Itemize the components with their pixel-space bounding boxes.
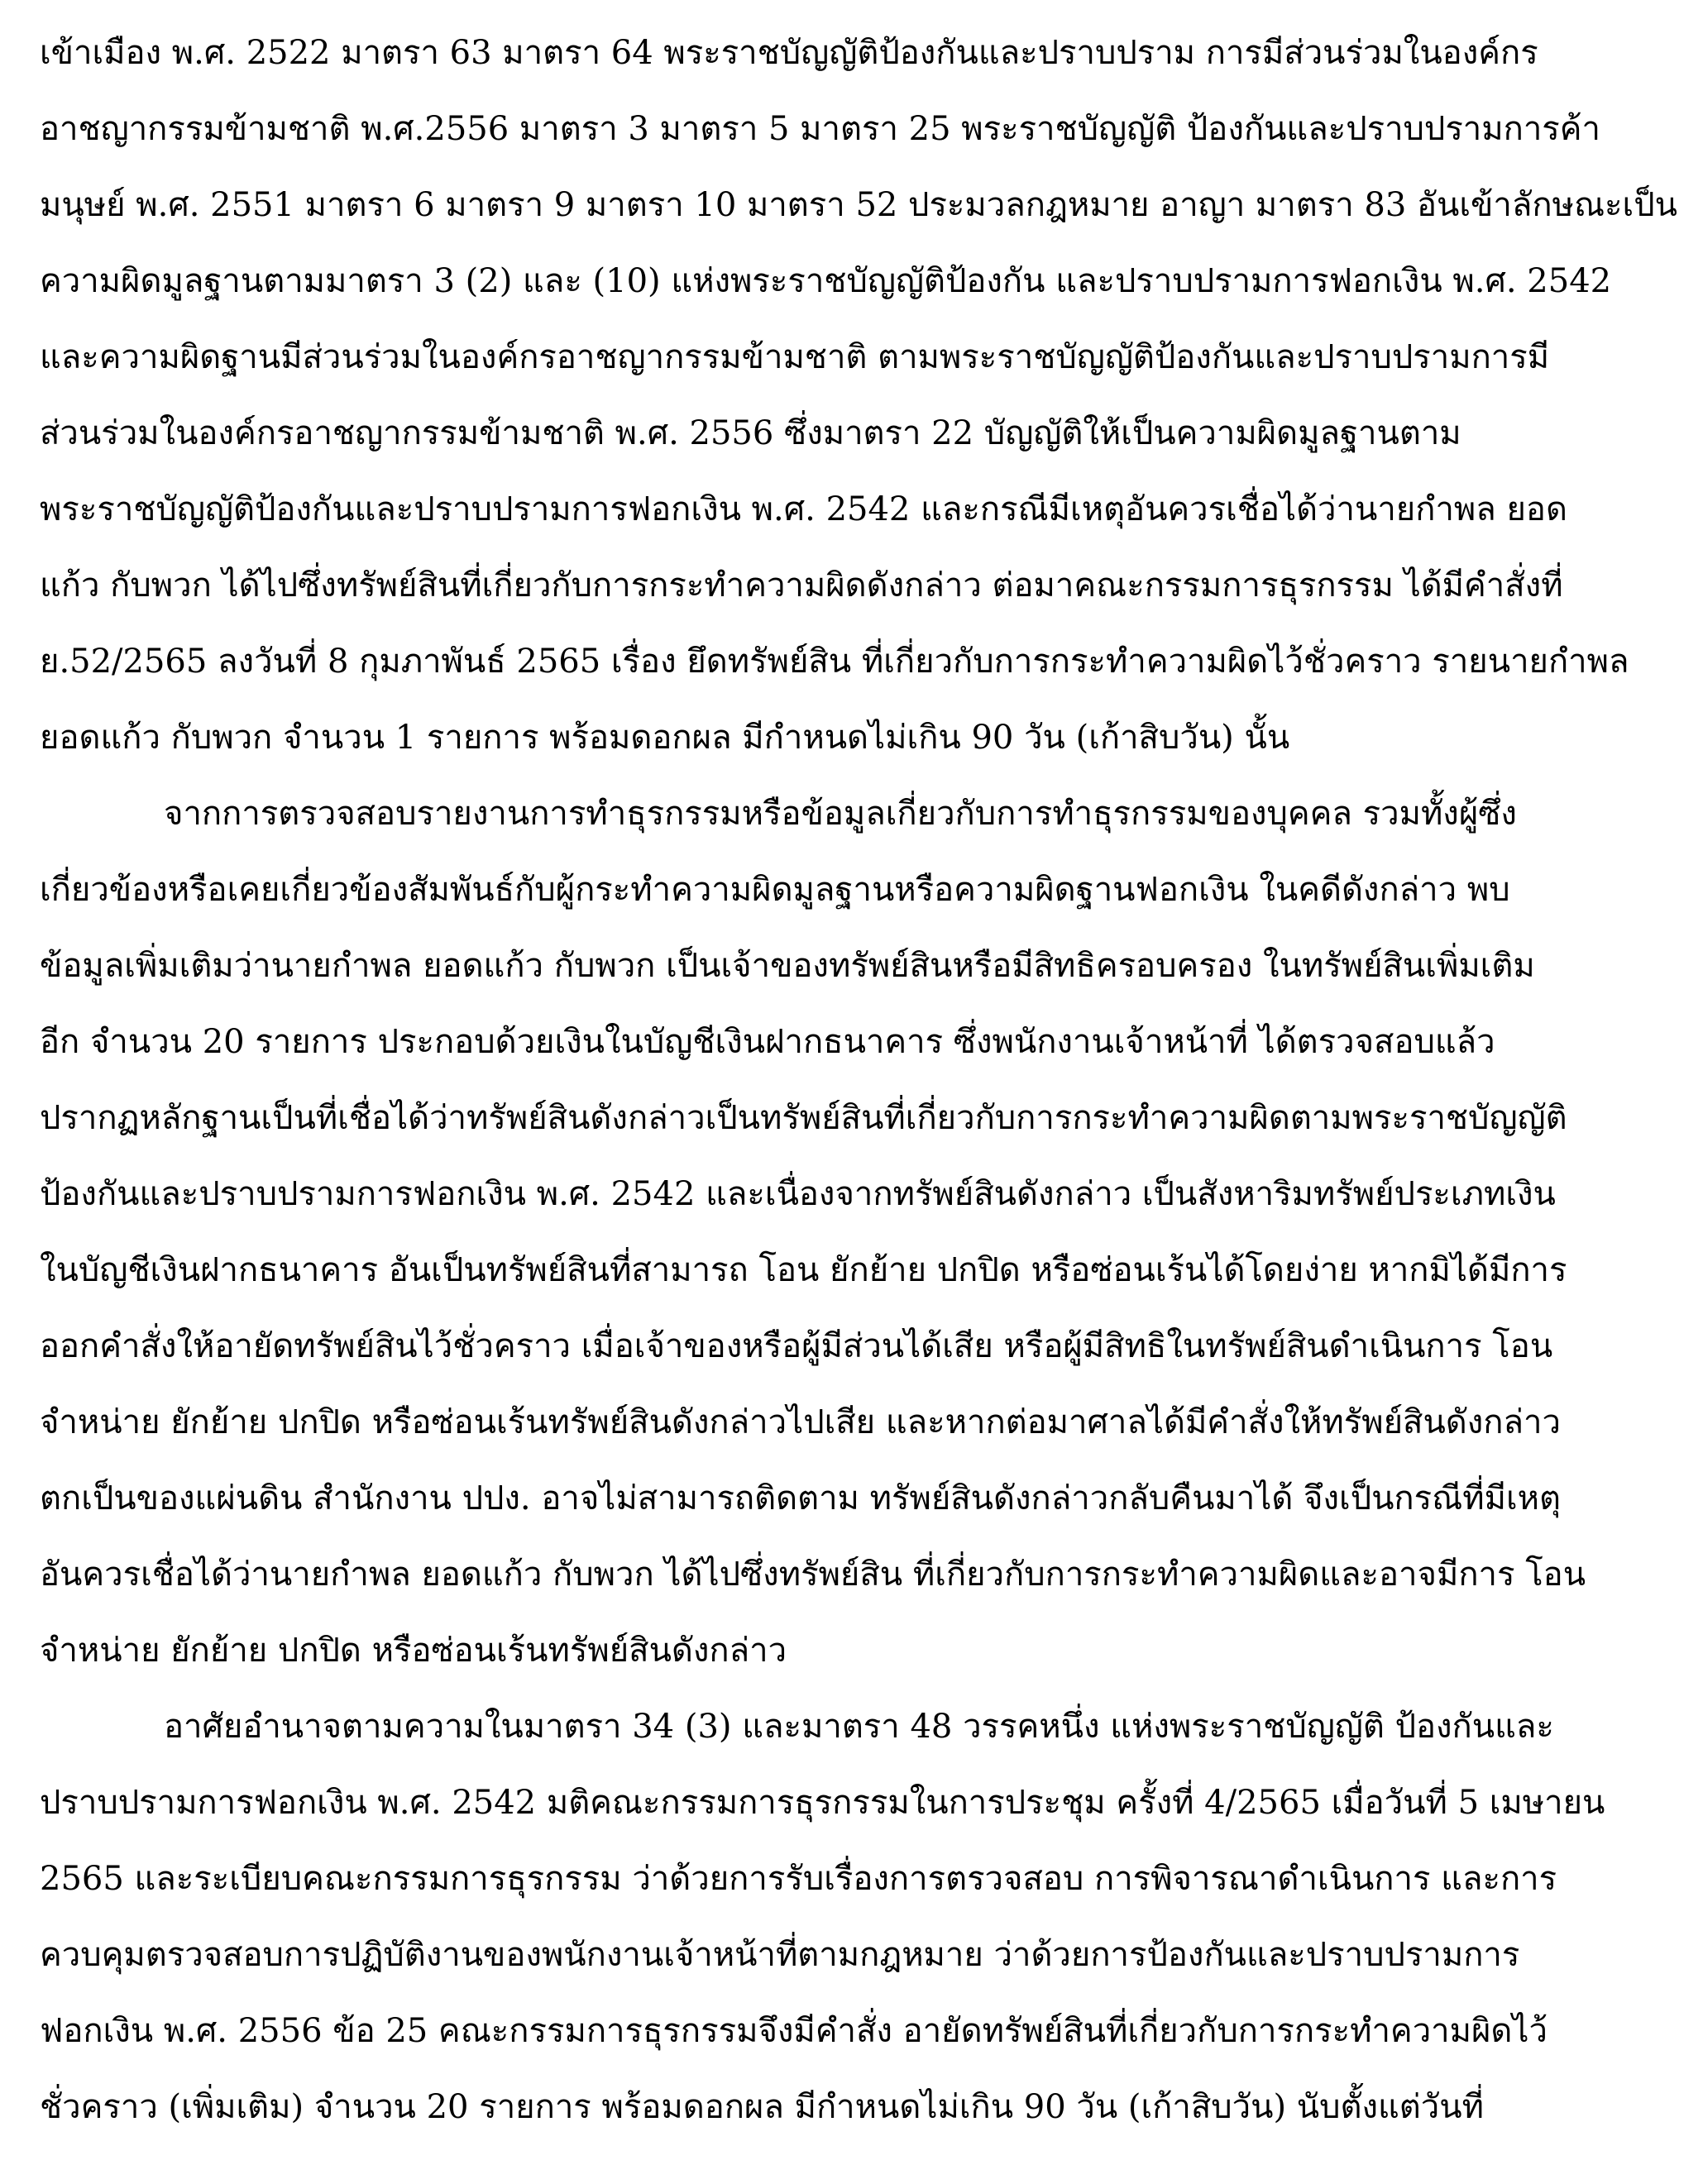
text-line: ยอดแก้ว กับพวก จำนวน 1 รายการ พร้อมดอกผล มีกำหนดไม่เกิน 90 วัน (เก้าสิบวัน) นั้น xyxy=(40,719,1290,757)
text-line: ออกคำสั่งให้อายัดทรัพย์สินไว้ชั่วคราว เมื่อเจ้าของหรือผู้มีส่วนได้เสีย หรือผู้มีสิทธิในทรัพย์สินดำเนินการ โอน xyxy=(40,1327,1553,1365)
text-line: ควบคุมตรวจสอบการปฏิบัติงานของพนักงานเจ้าหน้าที่ตามกฎหมาย ว่าด้วยการป้องกันและปราบปรามการ xyxy=(40,1936,1520,1974)
text-line: ย.52/2565 ลงวันที่ 8 กุมภาพันธ์ 2565 เรื่อง ยึดทรัพย์สิน ที่เกี่ยวกับการกระทำความผิดไว้ชั่วคราว รายนายกำพล xyxy=(40,643,1629,681)
text-line: และความผิดฐานมีส่วนร่วมในองค์กรอาชญากรรมข้ามชาติ ตามพระราชบัญญัติป้องกันและปราบปรามการมี xyxy=(40,338,1550,376)
text-line: ปรากฏหลักฐานเป็นที่เชื่อได้ว่าทรัพย์สินดังกล่าวเป็นทรัพย์สินที่เกี่ยวกับการกระทำความผิดตามพระราชบัญญัติ xyxy=(40,1099,1567,1137)
text-line: ข้อมูลเพิ่มเติมว่านายกำพล ยอดแก้ว กับพวก เป็นเจ้าของทรัพย์สินหรือมีสิทธิครอบครอง ในทรัพย์สินเพิ่มเติม xyxy=(40,947,1535,985)
text-line: ปราบปรามการฟอกเงิน พ.ศ. 2542 มติคณะกรรมการธุรกรรมในการประชุม ครั้งที่ 4/2565 เมื่อวันที่ 5 เมษายน xyxy=(40,1784,1605,1822)
paragraph-legal-authority xyxy=(40,1689,1677,2145)
text-line: อันควรเชื่อได้ว่านายกำพล ยอดแก้ว กับพวก ได้ไปซึ่งทรัพย์สิน ที่เกี่ยวกับการกระทำความผิดและอาจมีการ โอน xyxy=(40,1556,1586,1594)
text-line: ส่วนร่วมในองค์กรอาชญากรรมข้ามชาติ พ.ศ. 2556 ซึ่งมาตรา 22 บัญญัติให้เป็นความผิดมูลฐานตาม xyxy=(40,414,1461,452)
text-line: มนุษย์ พ.ศ. 2551 มาตรา 6 มาตรา 9 มาตรา 10 มาตรา 52 ประมวลกฎหมาย อาญา มาตรา 83 อันเข้าลักษณะเป็น xyxy=(40,186,1677,224)
text-line: อีก จำนวน 20 รายการ ประกอบด้วยเงินในบัญชีเงินฝากธนาคาร ซึ่งพนักงานเจ้าหน้าที่ ได้ตรวจสอบแล้ว xyxy=(40,1023,1495,1061)
document-page xyxy=(40,15,1677,2145)
paragraph-continuation xyxy=(40,15,1677,776)
text-line: จำหน่าย ยักย้าย ปกปิด หรือซ่อนเร้นทรัพย์สินดังกล่าว xyxy=(40,1632,787,1670)
text-line: ตกเป็นของแผ่นดิน สำนักงาน ปปง. อาจไม่สามารถติดตาม ทรัพย์สินดังกล่าวกลับคืนมาได้ จึงเป็นกรณีที่มีเหตุ xyxy=(40,1479,1561,1517)
text-line: พระราชบัญญัติป้องกันและปราบปรามการฟอกเงิน พ.ศ. 2542 และกรณีมีเหตุอันควรเชื่อได้ว่านายกำพล ยอด xyxy=(40,490,1567,528)
text-line-indented: จากการตรวจสอบรายงานการทำธุรกรรมหรือข้อมูลเกี่ยวกับการทำธุรกรรมของบุคคล รวมทั้งผู้ซึ่ง xyxy=(164,795,1517,833)
text-line: ความผิดมูลฐานตามมาตรา 3 (2) และ (10) แห่งพระราชบัญญัติป้องกัน และปราบปรามการฟอกเงิน พ.ศ. 2542 xyxy=(40,262,1612,300)
text-line: ฟอกเงิน พ.ศ. 2556 ข้อ 25 คณะกรรมการธุรกรรมจึงมีคำสั่ง อายัดทรัพย์สินที่เกี่ยวกับการกระทำความผิดไว้ xyxy=(40,2012,1548,2050)
text-line: เกี่ยวข้องหรือเคยเกี่ยวข้องสัมพันธ์กับผู้กระทำความผิดมูลฐานหรือความผิดฐานฟอกเงิน ในคดีดังกล่าว พบ xyxy=(40,871,1510,909)
text-line: ในบัญชีเงินฝากธนาคาร อันเป็นทรัพย์สินที่สามารถ โอน ยักย้าย ปกปิด หรือซ่อนเร้นได้โดยง่าย หากมิได้มีการ xyxy=(40,1251,1567,1289)
text-line: ชั่วคราว (เพิ่มเติม) จำนวน 20 รายการ พร้อมดอกผล มีกำหนดไม่เกิน 90 วัน (เก้าสิบวัน) นับตั้งแต่วันที่ xyxy=(40,2088,1484,2126)
text-line: 2565 และระเบียบคณะกรรมการธุรกรรม ว่าด้วยการรับเรื่องการตรวจสอบ การพิจารณาดำเนินการ และการ xyxy=(40,1860,1557,1898)
text-line: จำหน่าย ยักย้าย ปกปิด หรือซ่อนเร้นทรัพย์สินดังกล่าวไปเสีย และหากต่อมาศาลได้มีคำสั่งให้ทรัพย์สินดังกล่าว xyxy=(40,1403,1561,1441)
text-line: แก้ว กับพวก ได้ไปซึ่งทรัพย์สินที่เกี่ยวกับการกระทำความผิดดังกล่าว ต่อมาคณะกรรมการธุรกรรม ได้มีคำสั่งที่ xyxy=(40,566,1563,605)
text-line: ป้องกันและปราบปรามการฟอกเงิน พ.ศ. 2542 และเนื่องจากทรัพย์สินดังกล่าว เป็นสังหาริมทรัพย์ประเภทเงิน xyxy=(40,1175,1556,1213)
text-line: อาชญากรรมข้ามชาติ พ.ศ.2556 มาตรา 3 มาตรา 5 มาตรา 25 พระราชบัญญัติ ป้องกันและปราบปรามการค้า xyxy=(40,110,1601,148)
text-line-indented: อาศัยอำนาจตามความในมาตรา 34 (3) และมาตรา 48 วรรคหนึ่ง แห่งพระราชบัญญัติ ป้องกันและ xyxy=(164,1708,1554,1746)
paragraph-investigation-findings xyxy=(40,776,1677,1689)
text-line: เข้าเมือง พ.ศ. 2522 มาตรา 63 มาตรา 64 พระราชบัญญัติป้องกันและปราบปราม การมีส่วนร่วมในองค์กร xyxy=(40,34,1538,72)
